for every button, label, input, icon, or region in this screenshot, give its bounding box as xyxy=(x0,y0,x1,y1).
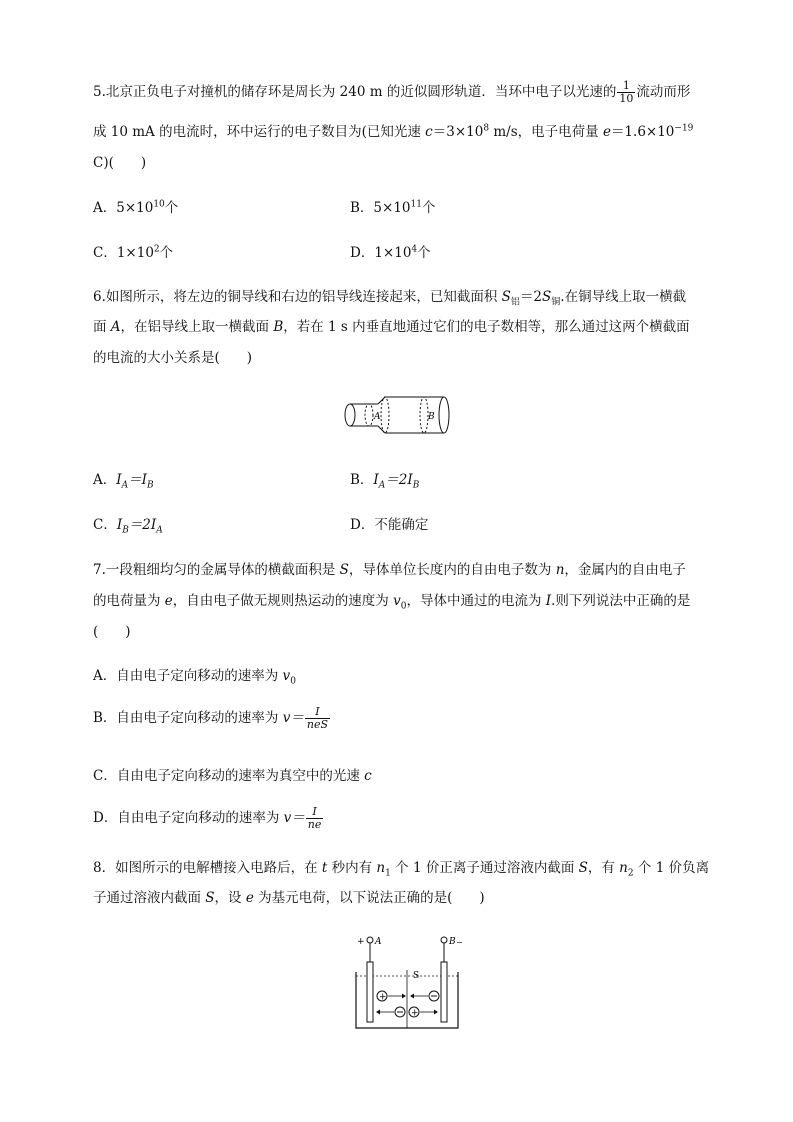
q5-e-value: ＝1.6×10 xyxy=(610,124,675,140)
q5-opt-text: 个 xyxy=(421,200,436,216)
q8-electrode-a xyxy=(367,962,373,1022)
q6-text: 6.如图所示，将左边的铜导线和右边的铝导线连接起来，已知截面积 xyxy=(93,289,502,305)
q8-plus-sign: + xyxy=(357,937,365,947)
q8-text: 为基元电荷，以下说法正确的是( ) xyxy=(253,890,485,906)
q8-stem-line1 xyxy=(93,856,710,879)
q5-text: m/s，电子电荷量 xyxy=(489,124,603,140)
q8-text: 子通过溶液内截面 xyxy=(93,890,206,906)
q6-sub-al: 铝 xyxy=(510,297,520,308)
q5-text: 流动而形 xyxy=(636,84,691,100)
q6-step-ellipse xyxy=(381,397,389,433)
q7-frac-num: I xyxy=(306,806,324,819)
q7-var-c: c xyxy=(364,768,372,784)
q8-terminal-a xyxy=(367,937,373,943)
q7-option-b-fraction xyxy=(305,706,330,731)
q8-electrode-b xyxy=(441,962,447,1022)
q5-e-exp: −19 xyxy=(674,123,694,134)
q6-opt-letter: B． xyxy=(350,472,374,488)
q5-option-a xyxy=(93,196,178,216)
q6-text: 面 xyxy=(93,319,111,335)
q5-opt-exp: 11 xyxy=(410,199,422,210)
q7-text: ，导体单位长度内的自由电子数为 xyxy=(348,562,556,578)
q7-frac-den: neS xyxy=(306,718,328,731)
q7-v-eq: v＝ xyxy=(282,710,304,726)
q7-text: 的电荷量为 xyxy=(93,593,165,609)
q8-var-s: S xyxy=(578,860,588,876)
q6-text: .在铜导线上取一横截 xyxy=(560,289,687,305)
q7-text: .则下列说法中正确的是 xyxy=(551,593,691,609)
q6-var-s: S xyxy=(542,289,552,305)
q6-var-s: S xyxy=(501,289,511,305)
q5-opt-text: D．1×10 xyxy=(350,245,412,261)
q7-option-d-fraction xyxy=(306,806,324,831)
q7-var-v: v xyxy=(393,593,401,609)
q5-option-c xyxy=(93,241,173,261)
q6-stem-line2 xyxy=(93,315,690,335)
q7-stem-line2 xyxy=(93,589,691,612)
q5-option-b xyxy=(350,196,435,216)
q5-stem-line2 xyxy=(93,120,693,140)
q7-text: 7.一段粗细均匀的金属导体的横截面积是 xyxy=(93,562,340,578)
q5-option-d xyxy=(350,241,431,261)
q7-frac-den: ne xyxy=(307,818,322,831)
q5-stem-line1 xyxy=(93,80,690,105)
q6-section-a xyxy=(365,404,373,426)
q5-opt-text: 个 xyxy=(159,245,174,261)
q8-text: 个 1 价正离子通过溶液内截面 xyxy=(390,860,579,876)
svg-text:+: + xyxy=(379,992,387,1003)
q8-label-s: S xyxy=(413,971,420,981)
q8-terminal-b xyxy=(441,937,447,943)
q6-conductor-figure xyxy=(340,392,458,438)
q7-stem-line1 xyxy=(93,558,686,578)
q7-opt-text: A．自由电子定向移动的速率为 xyxy=(93,668,283,684)
q7-opt-text: D．自由电子定向移动的速率为 xyxy=(93,810,284,826)
q5-var-c: c xyxy=(425,124,433,140)
svg-text:+: + xyxy=(411,1008,419,1019)
q7-var-s: S xyxy=(339,562,349,578)
q8-text: 秒内有 xyxy=(327,860,377,876)
q7-var-e: e xyxy=(164,593,173,609)
q8-sub-1: 1 xyxy=(385,868,391,879)
q6-thick-end xyxy=(439,397,449,433)
q5-text: 5.北京正负电子对撞机的储存环是周长为 240 m 的近似圆形轨道．当环中电子以光速的 xyxy=(93,84,617,100)
q6-var-b: B xyxy=(273,319,284,335)
q8-text: ，有 xyxy=(587,860,620,876)
q6-stem-line3: 的电流的大小关系是( ) xyxy=(93,350,253,366)
q5-opt-text: B．5×10 xyxy=(350,200,411,216)
q6-text: ，在铝导线上取一横截面 xyxy=(120,319,274,335)
q7-frac-num: I xyxy=(305,706,330,719)
q6-opt-letter: A． xyxy=(93,472,117,488)
q5-text: 成 10 mA 的电流时，环中运行的电子数目为(已知光速 xyxy=(93,124,426,140)
q5-stem-line3: C)( ) xyxy=(93,155,147,171)
q7-var-i: I xyxy=(545,593,552,609)
q6-section-b xyxy=(420,397,428,433)
q7-v-eq: v＝ xyxy=(283,810,305,826)
q8-minus-sign: − xyxy=(456,938,463,947)
q5-opt-exp: 10 xyxy=(153,199,165,210)
q6-option-d: D．不能确定 xyxy=(350,517,429,533)
q7-sub-0: 0 xyxy=(400,601,407,612)
q5-opt-text: C．1×10 xyxy=(93,245,154,261)
q7-var-n: n xyxy=(555,562,565,578)
q6-option-a xyxy=(93,468,154,491)
q6-option-b xyxy=(350,468,420,491)
q7-option-a xyxy=(93,664,296,687)
q8-label-b: B xyxy=(449,937,456,947)
q5-frac-num: 1 xyxy=(617,80,635,93)
q7-var-v: v xyxy=(282,668,291,684)
q5-c-exp: 8 xyxy=(483,123,490,134)
q6-label-a: A xyxy=(374,412,381,422)
q7-option-b xyxy=(93,706,331,731)
q6-option-c xyxy=(93,513,163,536)
q5-opt-exp: 2 xyxy=(153,244,160,255)
q5-frac-den: 10 xyxy=(619,92,634,105)
q6-opt-letter: C． xyxy=(93,517,117,533)
q8-var-n1: n xyxy=(376,860,386,876)
q6-sub-cu: 铜 xyxy=(551,297,561,308)
q8-var-s: S xyxy=(205,890,215,906)
q7-sub-0: 0 xyxy=(290,676,296,687)
q8-text: 8．如图所示的电解槽接入电路后，在 xyxy=(93,860,322,876)
q8-sub-2: 2 xyxy=(627,868,634,879)
q8-var-t: t xyxy=(321,860,328,876)
q5-c-value: ＝3×10 xyxy=(432,124,484,140)
q8-text: 个 1 价负离 xyxy=(633,860,710,876)
q7-text: ，自由电子做无规则热运动的速度为 xyxy=(172,593,394,609)
q5-opt-text: 个 xyxy=(417,245,431,261)
q7-option-d xyxy=(93,806,324,831)
q5-opt-text: 个 xyxy=(164,200,179,216)
q5-opt-text: A．5×10 xyxy=(93,200,154,216)
q6-step-top xyxy=(378,397,385,404)
q8-electrolytic-cell-figure xyxy=(352,932,464,1032)
q5-opt-exp: 4 xyxy=(411,244,418,255)
q6-label-b: B xyxy=(428,412,435,422)
q7-opt-text: B．自由电子定向移动的速率为 xyxy=(93,710,283,726)
q8-var-e: e xyxy=(245,890,254,906)
q7-text: ，导体中通过的电流为 xyxy=(406,593,546,609)
q7-option-c xyxy=(93,764,372,784)
q8-text: ，设 xyxy=(214,890,246,906)
q6-stem-line1 xyxy=(93,285,687,308)
q6-opt-a-math: $I_A=I_B$ xyxy=(116,472,154,491)
q6-opt-b-math: $I_A=2I_B$ xyxy=(373,472,420,491)
q7-opt-text: C．自由电子定向移动的速率为真空中的光速 xyxy=(93,768,365,784)
q6-text: ，若在 1 s 内垂直地通过它们的电子数相等，那么通过这两个横截面 xyxy=(283,319,690,335)
q8-var-n2: n xyxy=(619,860,628,876)
q8-label-a: A xyxy=(375,937,382,947)
q5-fraction xyxy=(617,80,635,105)
q5-var-e: e xyxy=(602,124,611,140)
q8-stem-line2 xyxy=(93,886,485,906)
q6-opt-c-math: $I_B=2I_A$ xyxy=(116,517,163,536)
q6-var-a: A xyxy=(110,319,121,335)
q6-text: ＝2 xyxy=(519,289,543,305)
q7-stem-line3: ( ) xyxy=(93,624,131,640)
q7-text: ，金属内的自由电子 xyxy=(564,562,686,578)
q6-thin-end xyxy=(345,404,355,426)
